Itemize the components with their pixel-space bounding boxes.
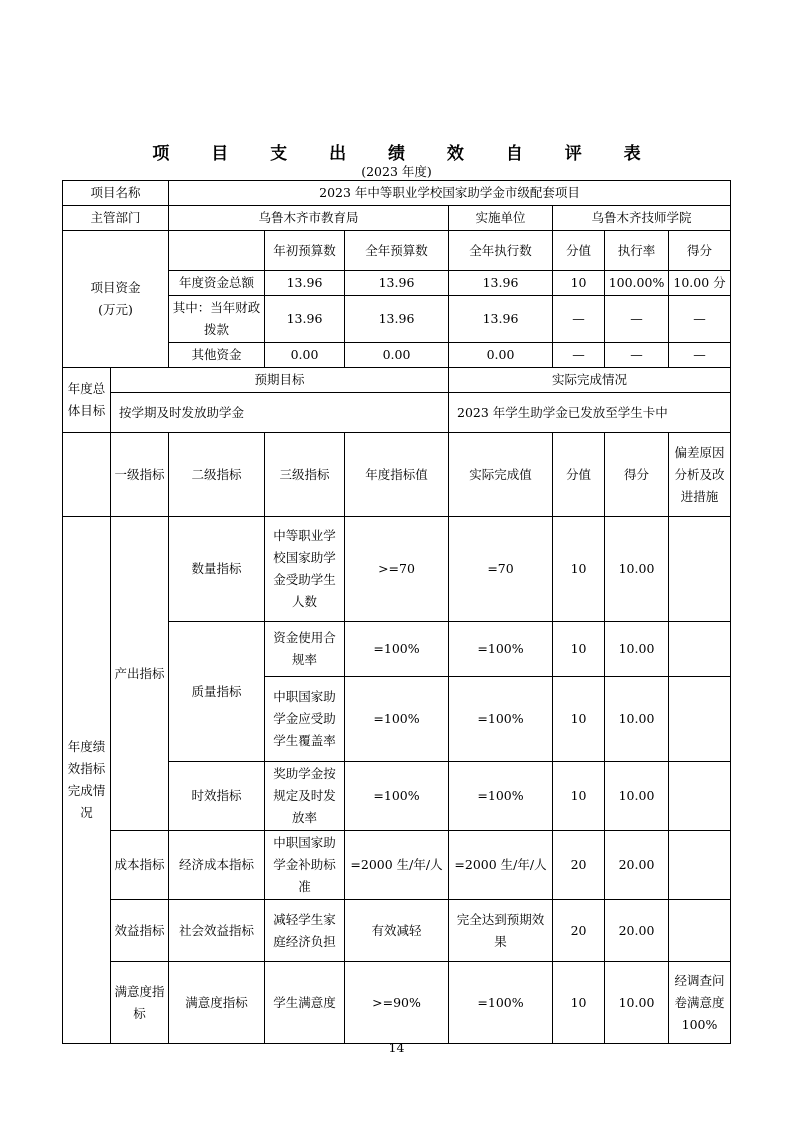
funds-row-label: 其他资金	[169, 343, 265, 368]
indicator-actual: =100%	[449, 762, 553, 831]
indicator-score-value: 10	[553, 622, 605, 677]
indicator-note	[669, 677, 731, 762]
indicator-score-value: 10	[553, 517, 605, 622]
indicator-header: 实际完成值	[449, 433, 553, 517]
indicator-header: 得分	[605, 433, 669, 517]
funds-header: 全年执行数	[449, 231, 553, 271]
funds-cell: 10.00 分	[669, 271, 731, 296]
level2-satisfaction: 满意度指标	[169, 962, 265, 1044]
indicator-note	[669, 900, 731, 962]
indicator-target: =2000 生/年/人	[345, 831, 449, 900]
level2-quality: 质量指标	[169, 622, 265, 762]
performance-table	[62, 180, 731, 1044]
dept-value: 乌鲁木齐市教育局	[169, 206, 449, 231]
funds-cell: —	[605, 296, 669, 343]
indicator-note	[669, 622, 731, 677]
level1-cost: 成本指标	[111, 831, 169, 900]
indicator-score-value: 20	[553, 900, 605, 962]
goal-expected-label: 预期目标	[111, 368, 449, 393]
indicator-score-value: 10	[553, 762, 605, 831]
indicator-actual: =70	[449, 517, 553, 622]
goal-label: 年度总体目标	[63, 368, 111, 433]
indicator-header: 二级指标	[169, 433, 265, 517]
level1-output: 产出指标	[111, 517, 169, 831]
indicator-l3: 中等职业学校国家助学金受助学生人数	[265, 517, 345, 622]
goal-actual-label: 实际完成情况	[449, 368, 731, 393]
project-name: 2023 年中等职业学校国家助学金市级配套项目	[169, 181, 731, 206]
indicator-score-value: 10	[553, 962, 605, 1044]
indicator-note	[669, 762, 731, 831]
indicator-target: >=90%	[345, 962, 449, 1044]
indicator-note	[669, 831, 731, 900]
indicator-target: 有效减轻	[345, 900, 449, 962]
indicator-l3: 奖助学金按规定及时发放率	[265, 762, 345, 831]
indicator-score: 10.00	[605, 517, 669, 622]
funds-cell: —	[553, 343, 605, 368]
funds-cell: —	[669, 296, 731, 343]
indicator-actual: =100%	[449, 677, 553, 762]
funds-header: 得分	[669, 231, 731, 271]
level2-social-benefit: 社会效益指标	[169, 900, 265, 962]
impl-unit-label: 实施单位	[449, 206, 553, 231]
funds-header: 分值	[553, 231, 605, 271]
indicator-header-blank	[63, 433, 111, 517]
indicator-target: =100%	[345, 677, 449, 762]
funds-cell: 0.00	[265, 343, 345, 368]
indicator-header: 一级指标	[111, 433, 169, 517]
funds-cell: 0.00	[345, 343, 449, 368]
funds-cell: —	[669, 343, 731, 368]
level2-economic-cost: 经济成本指标	[169, 831, 265, 900]
funds-unit: (万元)	[98, 302, 133, 317]
level2-timeliness: 时效指标	[169, 762, 265, 831]
indicator-score-value: 20	[553, 831, 605, 900]
indicator-l3: 中职国家助学金应受助学生覆盖率	[265, 677, 345, 762]
funds-cell: —	[605, 343, 669, 368]
level1-benefit: 效益指标	[111, 900, 169, 962]
funds-cell: 100.00%	[605, 271, 669, 296]
indicator-actual: =100%	[449, 962, 553, 1044]
funds-header: 全年预算数	[345, 231, 449, 271]
indicator-score: 10.00	[605, 677, 669, 762]
funds-header: 年初预算数	[265, 231, 345, 271]
goal-expected: 按学期及时发放助学金	[111, 393, 449, 433]
funds-header-blank	[169, 231, 265, 271]
funds-cell: 13.96	[345, 296, 449, 343]
indicator-score: 10.00	[605, 622, 669, 677]
indicator-l3: 减轻学生家庭经济负担	[265, 900, 345, 962]
funds-cell: 0.00	[449, 343, 553, 368]
page-number: 14	[388, 1040, 405, 1055]
indicator-target: >=70	[345, 517, 449, 622]
indicator-score: 10.00	[605, 962, 669, 1044]
indicator-header: 年度指标值	[345, 433, 449, 517]
funds-label: 项目资金	[90, 280, 141, 295]
indicator-note: 经调查问卷满意度100%	[669, 962, 731, 1044]
indicator-score: 20.00	[605, 900, 669, 962]
perf-label: 年度绩效指标完成情况	[63, 517, 111, 1044]
indicator-target: =100%	[345, 762, 449, 831]
indicator-actual: =100%	[449, 622, 553, 677]
dept-label: 主管部门	[63, 206, 169, 231]
indicator-actual: =2000 生/年/人	[449, 831, 553, 900]
funds-cell: 13.96	[265, 271, 345, 296]
funds-header: 执行率	[605, 231, 669, 271]
indicator-score-value: 10	[553, 677, 605, 762]
funds-cell: 10	[553, 271, 605, 296]
impl-unit-value: 乌鲁木齐技师学院	[553, 206, 731, 231]
funds-row-label: 年度资金总额	[169, 271, 265, 296]
indicator-header: 偏差原因分析及改进措施	[669, 433, 731, 517]
funds-cell: 13.96	[345, 271, 449, 296]
funds-cell: 13.96	[265, 296, 345, 343]
indicator-target: =100%	[345, 622, 449, 677]
page-title: 项 目 支 出 绩 效 自 评 表	[152, 144, 659, 164]
funds-cell: 13.96	[449, 296, 553, 343]
indicator-actual: 完全达到预期效果	[449, 900, 553, 962]
goal-actual: 2023 年学生助学金已发放至学生卡中	[449, 393, 731, 433]
indicator-l3: 学生满意度	[265, 962, 345, 1044]
indicator-l3: 中职国家助学金补助标准	[265, 831, 345, 900]
funds-cell: 13.96	[449, 271, 553, 296]
indicator-score: 10.00	[605, 762, 669, 831]
funds-row-label: 其中：当年财政拨款	[169, 296, 265, 343]
project-name-label: 项目名称	[63, 181, 169, 206]
level2-quantity: 数量指标	[169, 517, 265, 622]
indicator-header: 分值	[553, 433, 605, 517]
page-subtitle: (2023 年度)	[361, 164, 432, 179]
level1-satisfaction: 满意度指标	[111, 962, 169, 1044]
indicator-note	[669, 517, 731, 622]
funds-cell: —	[553, 296, 605, 343]
funds-label-cell	[63, 231, 169, 368]
indicator-header: 三级指标	[265, 433, 345, 517]
indicator-l3: 资金使用合规率	[265, 622, 345, 677]
indicator-score: 20.00	[605, 831, 669, 900]
